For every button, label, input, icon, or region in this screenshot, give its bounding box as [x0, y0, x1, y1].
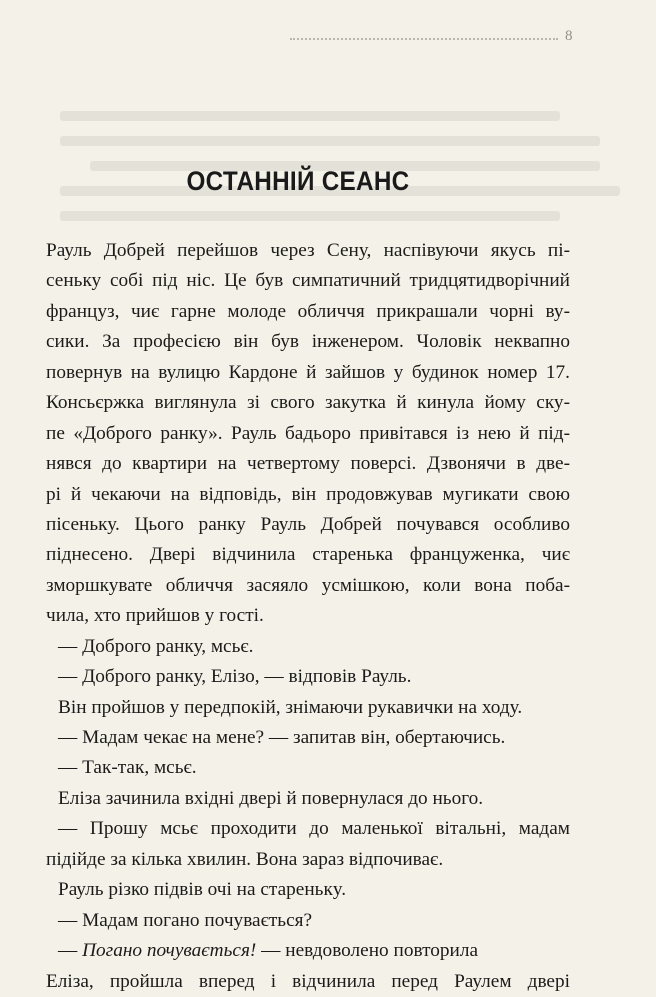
text-line: Рауль Добрей перейшов через Сену, наспівуючи якусь пі-: [46, 240, 570, 261]
text-line: француз, чиє гарне молоде обличчя прикрашали чорні ву-: [46, 300, 570, 322]
text-line: зморшкувате обличчя засяяло усмішкою, коли вона поба-: [46, 574, 570, 596]
text-line: Рауль різко підвів очі на старенькy.: [58, 879, 347, 901]
chapter-title: ОСТАННІЙ СЕАНС: [186, 166, 410, 196]
dialogue-line: — Так-так, мсьє.: [58, 757, 197, 779]
text-line: пе «Доброго ранку». Рауль бадьоро привітався із нею й під-: [46, 422, 570, 444]
dialogue-line: — Мадам погано почувається?: [58, 909, 313, 931]
dialogue-line: — Доброго ранку, Елізо, — відповів Рауль.: [58, 666, 412, 688]
dialogue-line: — Доброго ранку, мсьє.: [58, 635, 254, 657]
text-line: піднесено. Двері відчинила старенька француженка, чиє: [46, 544, 570, 566]
text-line: сики. За професією він був інженером. Чоловік неквапно: [46, 331, 570, 353]
italic-phrase: Поганo почувається!: [82, 940, 257, 962]
text-line: рі й чекаючи на відповідь, він продовжував мугикати свою: [46, 483, 570, 505]
text-line: Еліза зачинила вхідні двері й повернулася до нього.: [58, 787, 484, 809]
text-line: повернув на вулицю Кардоне й зайшов у будинок номер 17.: [46, 361, 570, 383]
dash: —: [58, 940, 83, 962]
text-line: чила, хто прийшов у гості.: [46, 605, 264, 627]
dialogue-line-mixed: [46, 936, 570, 966]
text-line: нявся до квартири на четвертому поверсі. Дзвонячи в две-: [46, 453, 570, 475]
text-line: сеньку собі під ніс. Це був симпатичний тридцятидворічний: [46, 270, 570, 292]
line-rest: — невдоволено повторила: [256, 940, 479, 962]
running-header-rule: [290, 38, 558, 40]
text-line: Консьєржка виглянула зі свого закутка й кинула йому ску-: [46, 392, 570, 414]
dialogue-line: — Прошу мсьє проходити до маленької вітальні, мадам: [58, 818, 570, 840]
text-line: пісеньку. Цього ранку Рауль Добрей почувався особливо: [46, 513, 570, 535]
running-header-page-number: 8: [565, 28, 573, 44]
body-text: [46, 236, 570, 997]
text-line: Еліза, пройшла вперед і відчинила перед Раулем двері: [46, 970, 570, 992]
text-line: Він пройшов у передпокій, знімаючи рукавички на ходу.: [58, 696, 523, 718]
dialogue-line: — Мадам чекає на мене? — запитав він, обертаючись.: [58, 727, 506, 748]
text-line: підійде за кілька хвилин. Вона зараз відпочиває.: [46, 848, 444, 870]
